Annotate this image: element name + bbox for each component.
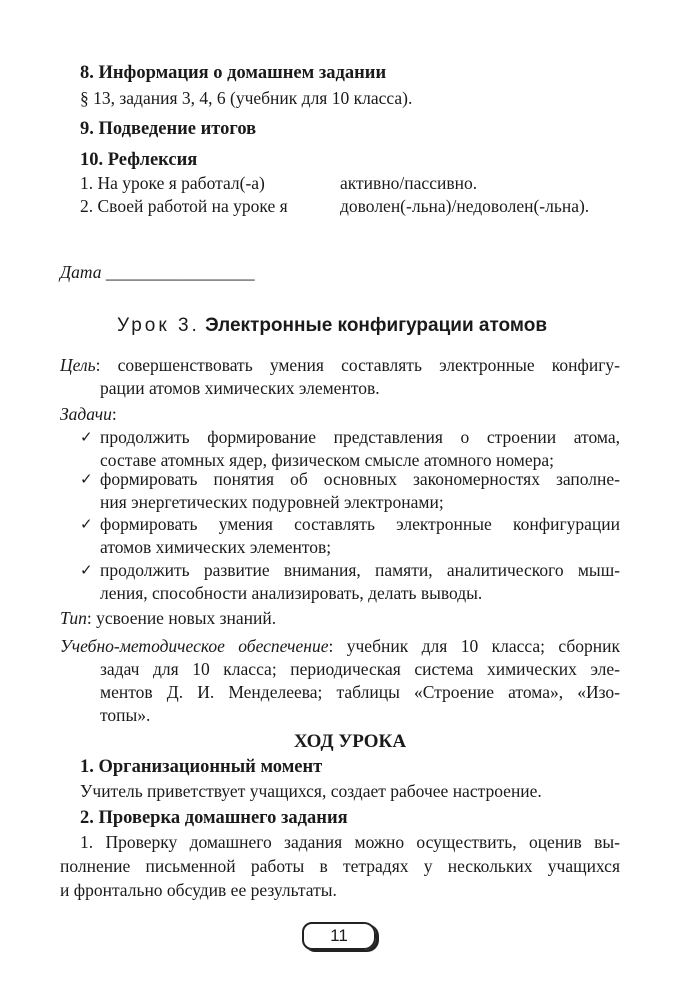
checkmark-icon: ✓: [80, 428, 93, 446]
equipment-line-3: ментов Д. И. Менделеева; таблицы «Строение атома», «Изо-: [100, 682, 620, 702]
homework-line-3: и фронтально обсудив ее результаты.: [60, 880, 337, 900]
type-label: Тип: [60, 608, 87, 628]
org-heading: 1. Организационный момент: [80, 757, 323, 777]
equipment-label: Учебно-методическое обеспечение: [60, 636, 329, 656]
lesson-heading: [117, 315, 547, 337]
type-text: : усвоение новых знаний.: [86, 608, 277, 628]
homework-heading: 2. Проверка домашнего задания: [80, 808, 348, 828]
reflection-row-2-left: 2. Своей работой на уроке я: [80, 196, 288, 216]
task-4-line-1: продолжить развитие внимания, памяти, аналитического мыш-: [100, 560, 620, 580]
section-8-heading: 8. Информация о домашнем задании: [80, 63, 387, 83]
checkmark-icon: ✓: [80, 515, 93, 533]
goal-line-2: рации атомов химических элементов.: [100, 378, 380, 398]
equipment-line-1: Учебно-методическое обеспечение: учебник для 10 класса; сборник: [60, 636, 620, 656]
checkmark-icon: ✓: [80, 561, 93, 579]
section-8-text: § 13, задания 3, 4, 6 (учебник для 10 класса).: [80, 88, 413, 108]
goal-text-1: : совершенствовать умения составлять электронные конфигу-: [95, 355, 620, 375]
type-line: [60, 608, 276, 629]
task-1-line-2: составе атомных ядер, физическом смысле атомного номера;: [100, 450, 555, 470]
homework-line-1: 1. Проверку домашнего задания можно осуществить, оценив вы-: [80, 832, 620, 852]
date-line: [60, 262, 255, 283]
date-label: Дата: [60, 262, 102, 282]
homework-line-2: полнение письменной работы в тетрадях у нескольких учащихся: [60, 856, 620, 876]
date-blank: _________________: [105, 262, 255, 282]
equipment-line-4: топы».: [100, 705, 151, 725]
reflection-row-2-right: доволен(-льна)/недоволен(-льна).: [340, 196, 590, 216]
checkmark-icon: ✓: [80, 470, 93, 488]
tasks-label-line: Задачи:: [60, 404, 117, 424]
goal-label: Цель: [60, 355, 96, 375]
lesson-prefix: Урок 3.: [117, 315, 200, 336]
task-3-line-1: формировать умения составлять электронные конфигурации: [100, 514, 620, 534]
task-2-line-1: формировать понятия об основных закономерностях заполне-: [100, 469, 620, 489]
equipment-line-2: задач для 10 класса; периодическая система химических эле-: [100, 659, 620, 679]
goal-line-1: [60, 355, 620, 376]
lesson-title: Электронные конфигурации атомов: [205, 315, 547, 336]
page-number: 11: [302, 922, 376, 950]
task-3-line-2: атомов химических элементов;: [100, 537, 332, 557]
org-text: Учитель приветствует учащихся, создает рабочее настроение.: [80, 781, 542, 801]
section-9-heading: 9. Подведение итогов: [80, 119, 257, 139]
tasks-label: Задачи: [60, 404, 112, 424]
section-10-heading: 10. Рефлексия: [80, 150, 198, 170]
reflection-row-1-left: 1. На уроке я работал(-а): [80, 173, 265, 193]
task-1-line-1: продолжить формирование представления о строении атома,: [100, 427, 620, 447]
task-4-line-2: ления, способности анализировать, делать выводы.: [100, 583, 483, 603]
course-heading: ХОД УРОКА: [293, 731, 407, 752]
task-2-line-2: ния энергетических подуровней электронами;: [100, 492, 444, 512]
reflection-row-1-right: активно/пассивно.: [340, 173, 478, 193]
